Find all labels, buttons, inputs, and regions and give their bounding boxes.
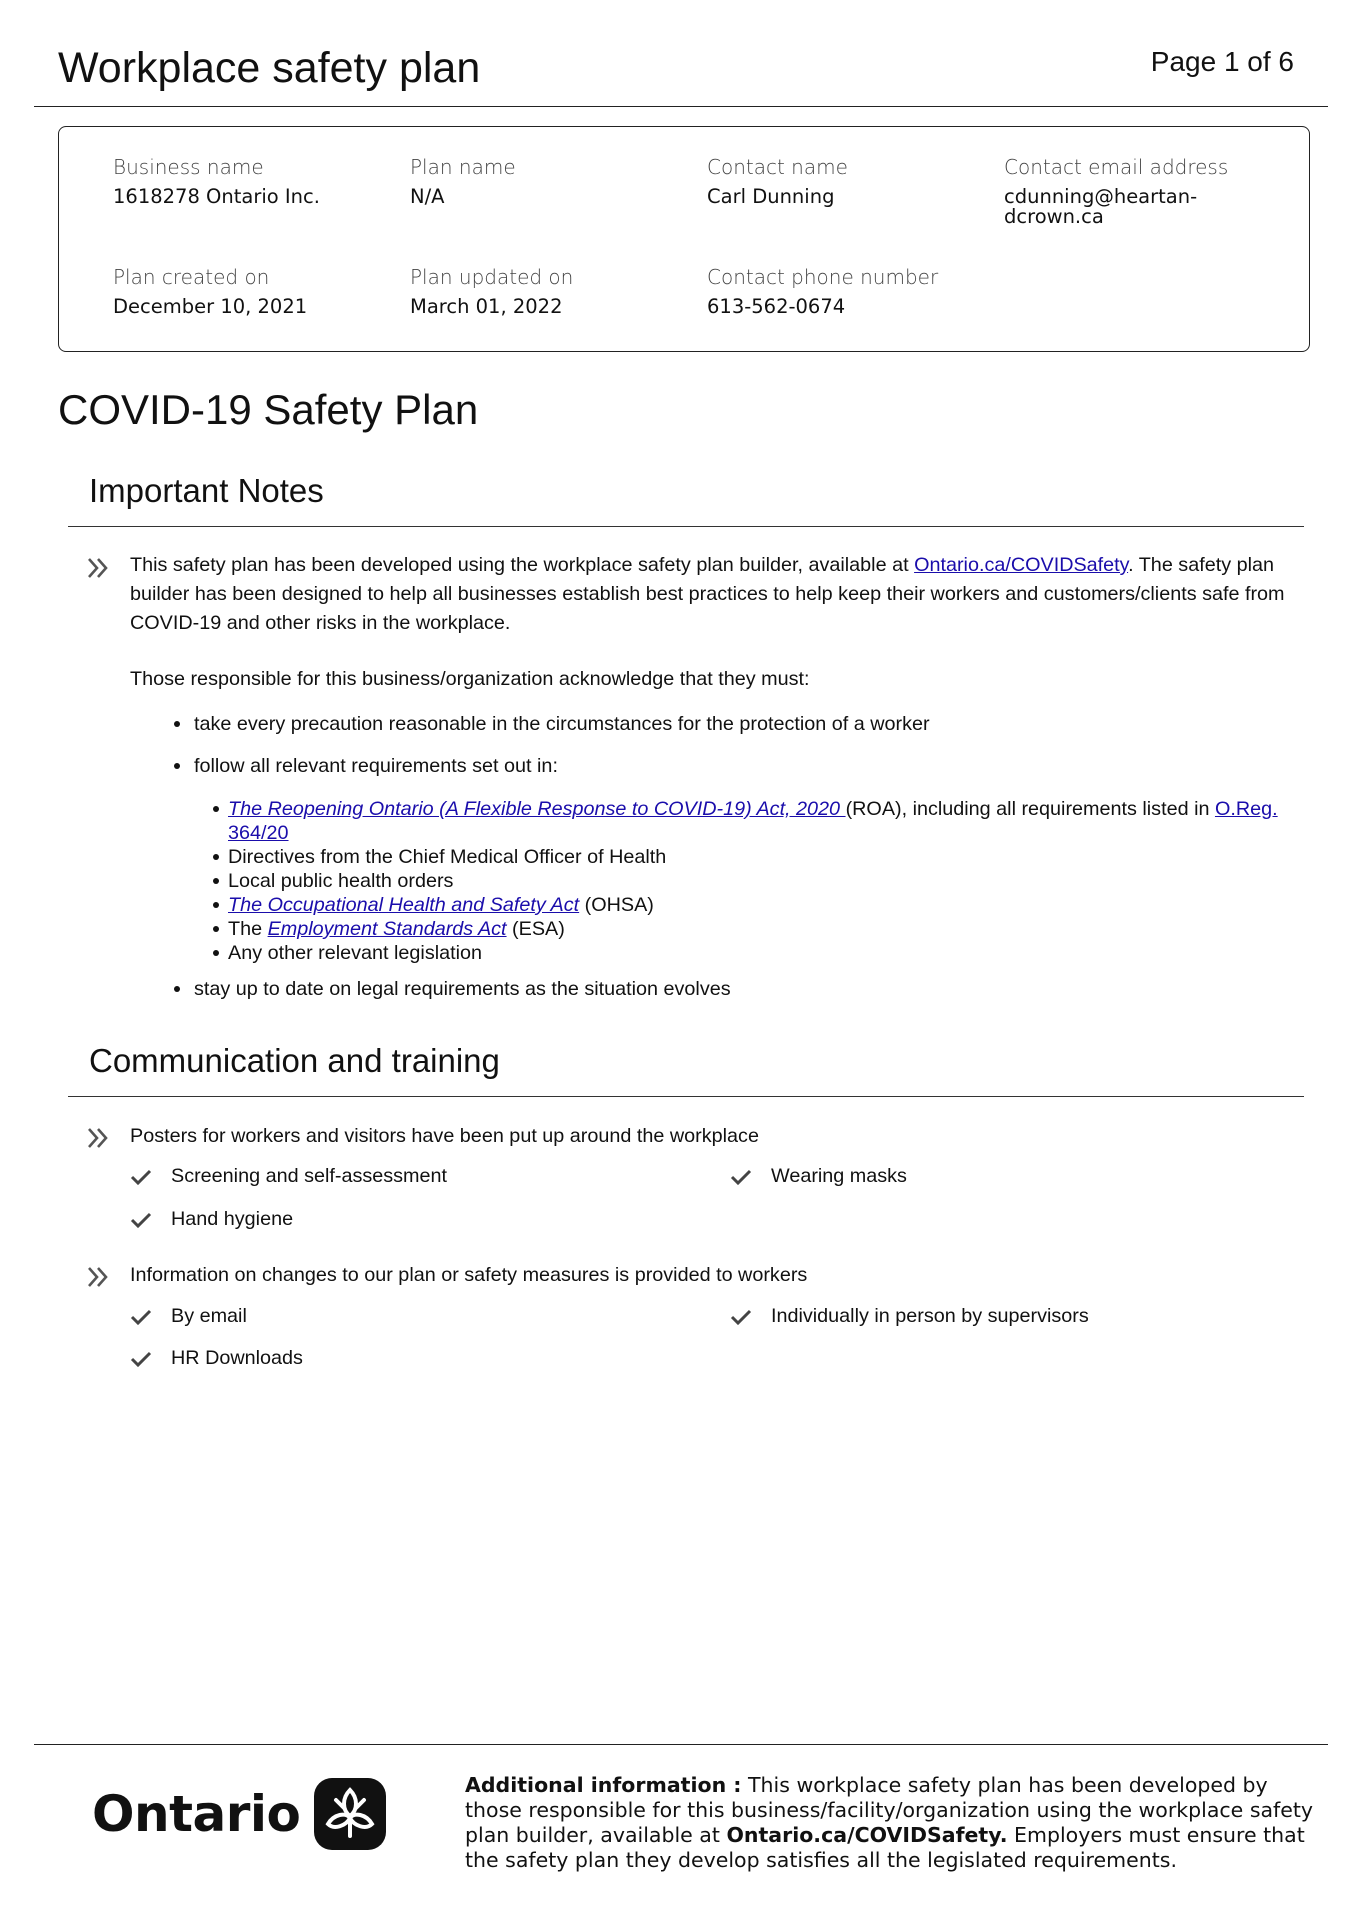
roa-text: (ROA), including all requirements listed in: [845, 798, 1215, 820]
double-chevron-right-icon: [86, 1126, 112, 1150]
important-notes-divider: [68, 526, 1304, 527]
checklist-item: [130, 1208, 293, 1231]
checklist-item: [730, 1305, 1089, 1328]
list-item-esa: [228, 917, 1303, 941]
plan-name-field: [410, 155, 516, 207]
esa-prefix: The: [228, 918, 268, 940]
notes-intro-text: This safety plan has been developed using the workplace safety plan builder, available at: [130, 554, 915, 576]
list-item: Local public health orders: [228, 869, 1303, 893]
business-name-field: [113, 155, 320, 207]
contact-phone-value: 613-562-0674: [707, 295, 846, 318]
checklist-item-label: Screening and self-assessment: [171, 1165, 447, 1187]
footer-label: Additional information :: [465, 1773, 742, 1797]
contact-phone-label: Contact phone number: [707, 265, 939, 289]
checklist-item: [130, 1165, 447, 1188]
plan-updated-label: Plan updated on: [410, 265, 574, 289]
contact-name-label: Contact name: [707, 155, 848, 179]
plan-updated-value: March 01, 2022: [410, 295, 563, 318]
checklist-item: [130, 1347, 303, 1370]
contact-email-value: [1004, 187, 1228, 227]
contact-name-value: Carl Dunning: [707, 185, 835, 208]
double-chevron-right-icon: [86, 1265, 112, 1289]
plan-updated-field: [410, 265, 573, 317]
business-name-value: 1618278 Ontario Inc.: [113, 185, 320, 208]
list-item-ohsa: [228, 893, 1303, 917]
list-item: Any other relevant legislation: [228, 941, 1303, 965]
checkmark-icon: [130, 1350, 152, 1368]
ontario-logo: [92, 1778, 386, 1850]
page-number: Page 1 of 6: [1150, 46, 1294, 77]
plan-created-value: December 10, 2021: [113, 295, 308, 318]
notes-intro-paragraph: [130, 551, 1300, 638]
checkmark-icon: [130, 1168, 152, 1186]
list-item: Directives from the Chief Medical Officer of Health: [228, 845, 1303, 869]
communication-divider: [68, 1096, 1304, 1097]
contact-email-label: Contact email address: [1004, 155, 1229, 179]
checkmark-icon: [730, 1168, 752, 1186]
contact-phone-field: [707, 265, 938, 317]
list-item: take every precaution reasonable in the circumstances for the protection of a worker: [194, 713, 930, 735]
checkmark-icon: [730, 1308, 752, 1326]
double-chevron-right-icon: [86, 556, 112, 580]
posters-heading: Posters for workers and visitors have been put up around the workplace: [130, 1125, 759, 1147]
footer-link-text: Ontario.ca/COVIDSafety.: [726, 1823, 1008, 1847]
document-title: COVID-19 Safety Plan: [58, 386, 479, 433]
changes-heading: Information on changes to our plan or safety measures is provided to workers: [130, 1264, 808, 1286]
list-item-roa: [228, 797, 1303, 846]
ohsa-link[interactable]: The Occupational Health and Safety Act: [228, 894, 580, 916]
footer-text-end: Employers must ensure that the safety plan they develop satisfies all the legislated requirements.: [465, 1823, 1305, 1872]
important-notes-heading: Important Notes: [89, 472, 324, 509]
checklist-item-label: By email: [171, 1305, 247, 1327]
contact-email-line-1: cdunning@heartan-: [1004, 185, 1198, 208]
esa-text: (ESA): [506, 918, 565, 940]
checklist-item-label: Wearing masks: [771, 1165, 907, 1187]
checklist-item: [130, 1305, 247, 1328]
plan-name-label: Plan name: [410, 155, 516, 179]
ontario-wordmark: Ontario: [92, 1785, 301, 1843]
footer-additional-info: [465, 1773, 1325, 1873]
plan-info-box: [58, 126, 1310, 352]
ohsa-text: (OHSA): [579, 894, 654, 916]
plan-created-field: [113, 265, 307, 317]
contact-name-field: [707, 155, 848, 207]
plan-name-value: N/A: [410, 185, 445, 208]
footer-text: This workplace safety plan has been developed by those responsible for this business/facility/organization using the workplace safety plan builder, available at: [465, 1773, 1314, 1847]
checklist-item-label: HR Downloads: [171, 1347, 303, 1369]
list-item: stay up to date on legal requirements as the situation evolves: [194, 978, 731, 1000]
contact-email-line-2: dcrown.ca: [1004, 205, 1104, 228]
checkmark-icon: [130, 1211, 152, 1229]
checkmark-icon: [130, 1308, 152, 1326]
reopening-ontario-act-link[interactable]: The Reopening Ontario (A Flexible Response to COVID-19) Act, 2020: [228, 798, 846, 820]
page-header-title: Workplace safety plan: [58, 44, 481, 92]
acknowledge-text: Those responsible for this business/organization acknowledge that they must:: [130, 668, 810, 690]
checklist-item-label: Hand hygiene: [171, 1208, 294, 1230]
business-name-label: Business name: [113, 155, 264, 179]
oreg-364-20-link[interactable]: O.Reg. 364/20: [228, 798, 1278, 845]
contact-email-field: [1004, 155, 1228, 227]
list-item: follow all relevant requirements set out in:: [194, 755, 558, 777]
communication-heading: Communication and training: [89, 1042, 500, 1079]
esa-link[interactable]: Employment Standards Act: [267, 918, 507, 940]
checklist-item: [730, 1165, 907, 1188]
footer-divider: [34, 1744, 1328, 1745]
trillium-icon: [314, 1778, 386, 1850]
notes-intro-continued: . The safety plan builder has been designed to help all businesses establish best practices to help keep their workers and customers/clients safe from COVID-19 and other risks in the workplace.: [130, 554, 1285, 634]
plan-created-label: Plan created on: [113, 265, 270, 289]
checklist-item-label: Individually in person by supervisors: [771, 1305, 1089, 1327]
header-divider: [34, 106, 1328, 107]
covid-safety-link[interactable]: Ontario.ca/COVIDSafety: [914, 554, 1129, 576]
